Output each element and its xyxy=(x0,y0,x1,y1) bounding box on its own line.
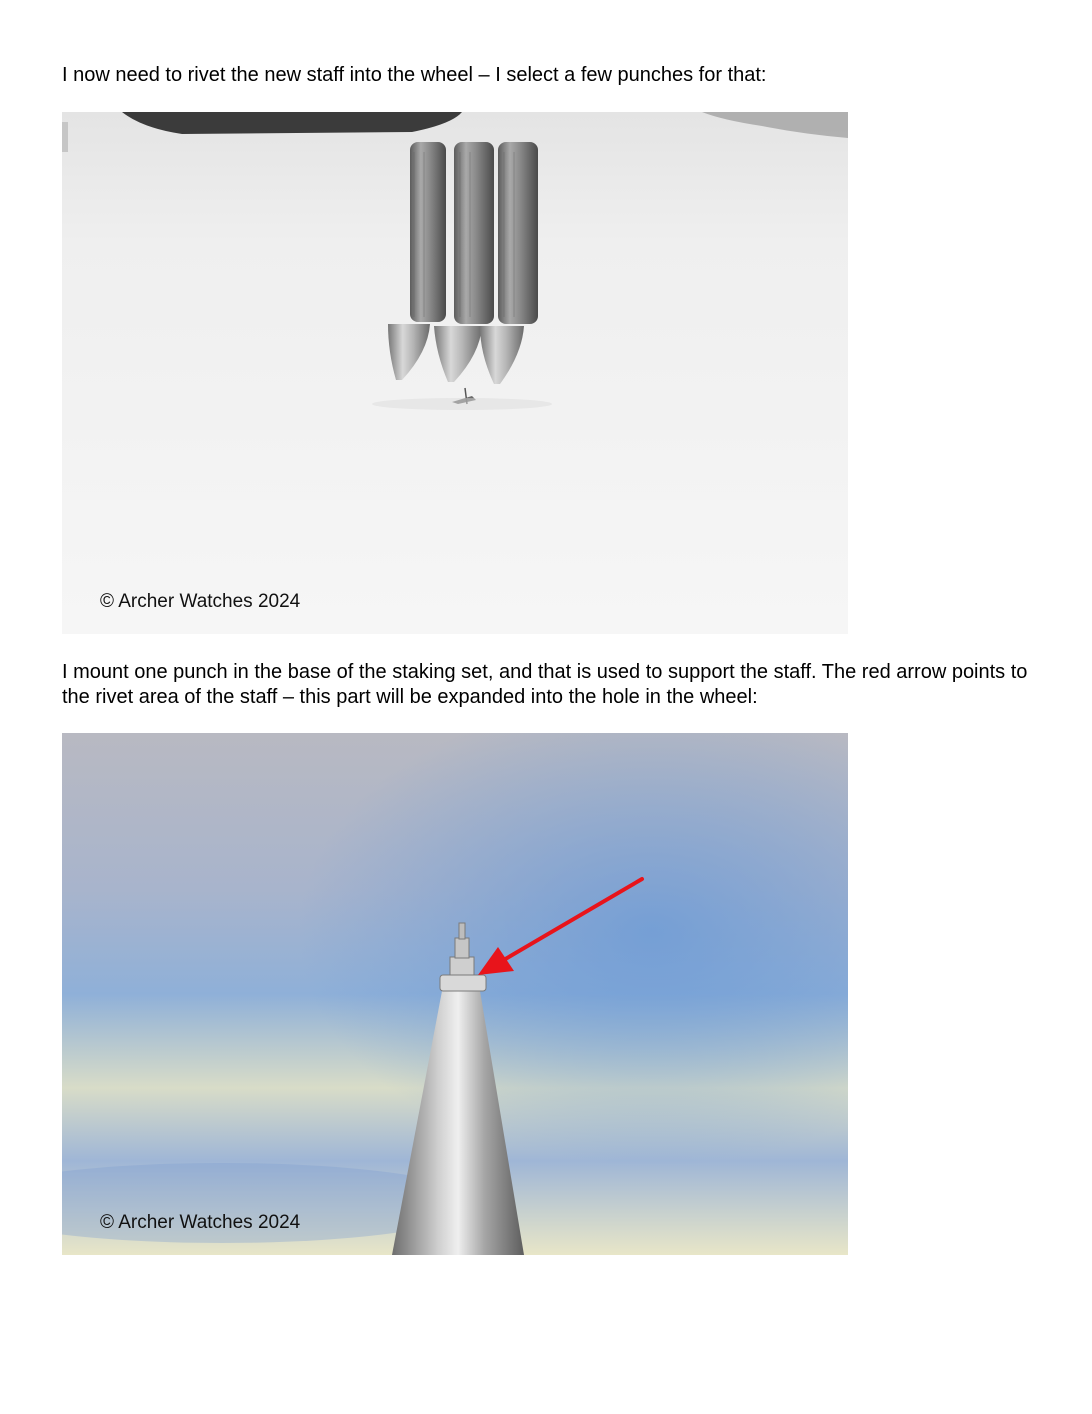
punches-image xyxy=(62,112,848,634)
staking-base-shadow xyxy=(122,112,462,134)
watermark-text: © Archer Watches 2024 xyxy=(100,1212,301,1233)
punches-photo xyxy=(62,112,848,634)
staff-on-punch-photo xyxy=(62,733,848,1255)
intro-paragraph: I now need to rivet the new staff into the wheel – I select a few punches for that: xyxy=(62,64,767,86)
mount-paragraph: I mount one punch in the base of the staking set, and that is used to support the staff. The red arrow points to the rivet area of the staff – this part will be expanded into the hole in the wheel: xyxy=(62,661,1028,708)
watermark-text: © Archer Watches 2024 xyxy=(100,591,301,612)
staff-on-punch-image xyxy=(62,733,848,1255)
